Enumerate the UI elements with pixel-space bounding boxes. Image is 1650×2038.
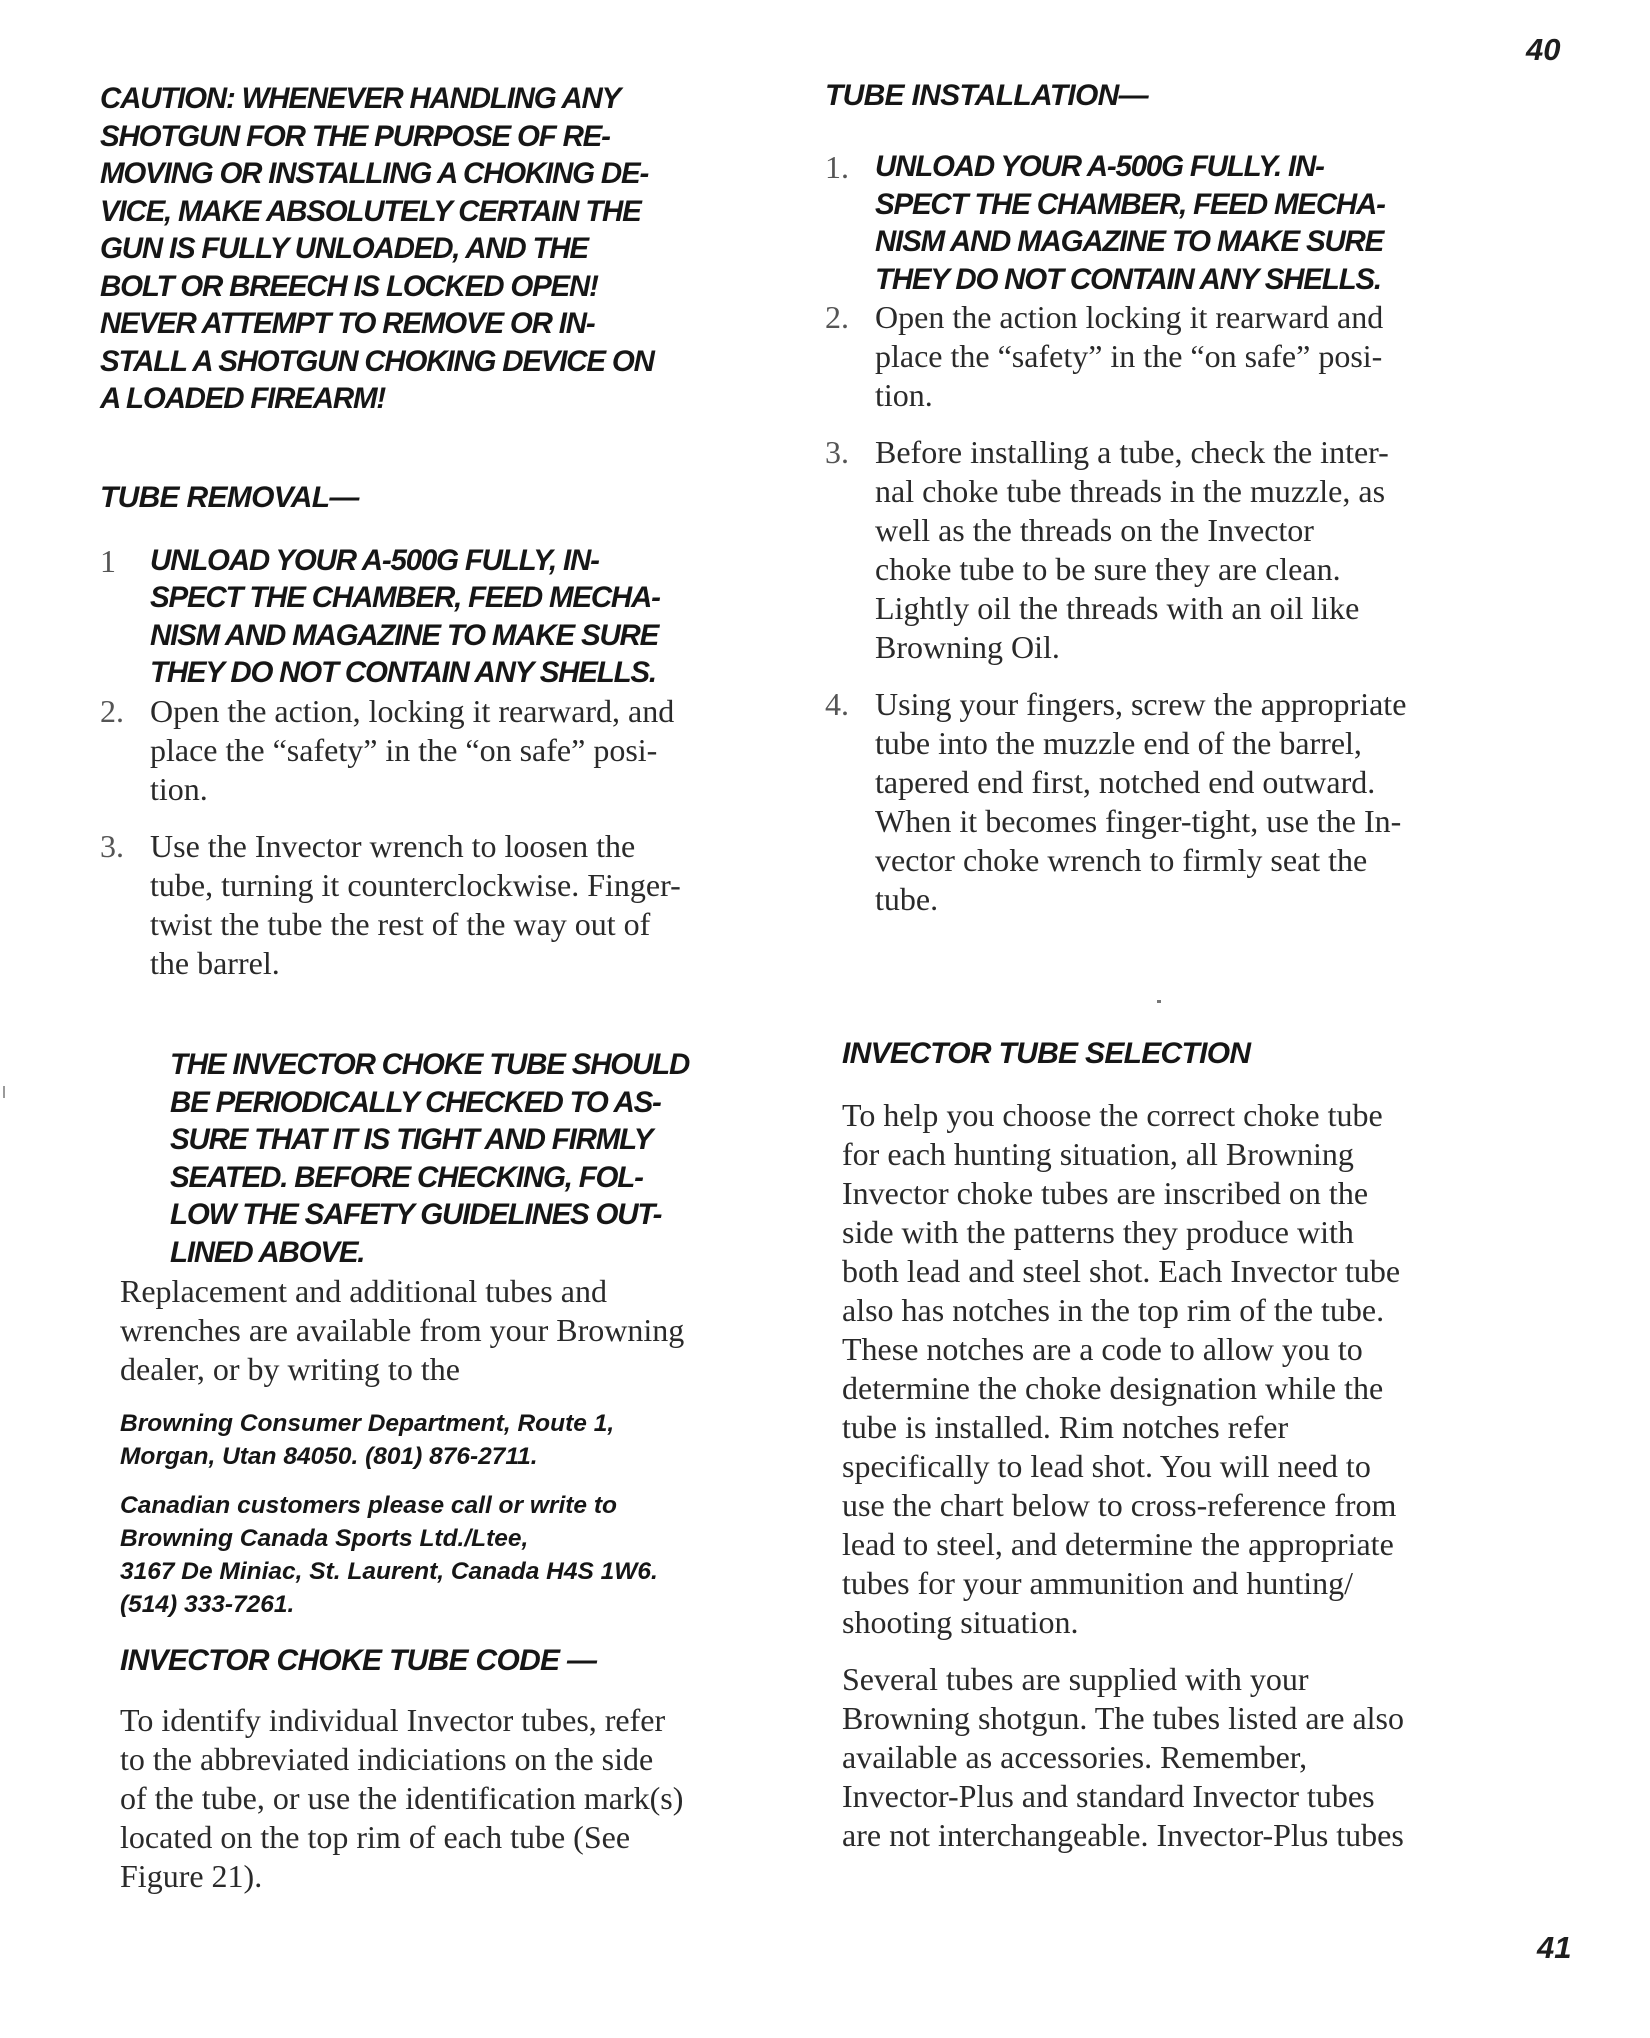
caution-line: STALL A SHOTGUN CHOKING DEVICE ON [100, 344, 654, 378]
paragraph-line: dealer, or by writing to the [120, 1351, 460, 1387]
paragraph-line: tubes for your ammunition and hunting/ [842, 1565, 1354, 1601]
installation-step-3 [825, 433, 1545, 667]
step-line: UNLOAD YOUR A-500G FULLY. IN- [875, 150, 1324, 183]
address-line: Canadian customers please call or write to [120, 1492, 617, 1519]
choke-tube-code-paragraph [120, 1701, 820, 1896]
caution-line: VICE, MAKE ABSOLUTELY CERTAIN THE [100, 194, 641, 228]
tubes-supplied-paragraph [842, 1660, 1562, 1855]
paragraph-line: specifically to lead shot. You will need to [842, 1448, 1371, 1484]
paragraph-line: of the tube, or use the identification mark(s) [120, 1780, 684, 1816]
installation-step-4 [825, 685, 1545, 919]
paragraph-line: side with the patterns they produce with [842, 1214, 1354, 1250]
page-number-bottom: 41 [1537, 1930, 1572, 1965]
replacement-paragraph [120, 1272, 820, 1389]
step-number: 1. [825, 149, 849, 185]
step-line: place the “safety” in the “on safe” posi- [150, 731, 658, 768]
paragraph-line: These notches are a code to allow you to [842, 1331, 1363, 1367]
step-line: THEY DO NOT CONTAIN ANY SHELLS. [150, 656, 656, 689]
step-line: tion. [875, 377, 933, 413]
scan-mark [3, 1086, 5, 1098]
page-number-top: 40 [1526, 32, 1561, 67]
installation-step-2 [825, 298, 1545, 415]
step-line: twist the tube the rest of the way out of [150, 905, 651, 942]
step-line: nal choke tube threads in the muzzle, as [875, 473, 1386, 509]
step-line: SPECT THE CHAMBER, FEED MECHA- [875, 187, 1385, 221]
step-line: well as the threads on the Invector [875, 512, 1314, 548]
notice-line: SEATED. BEFORE CHECKING, FOL- [170, 1160, 643, 1194]
removal-step-2 [100, 692, 800, 809]
notice-block [170, 1046, 810, 1271]
upper-right-column [825, 78, 1545, 919]
notice-line: BE PERIODICALLY CHECKED TO AS- [170, 1085, 661, 1119]
step-number: 1 [100, 542, 116, 579]
installation-step-1 [825, 148, 1545, 298]
step-number: 3. [100, 827, 124, 864]
notice-line: LOW THE SAFETY GUIDELINES OUT- [170, 1198, 662, 1231]
caution-line: SHOTGUN FOR THE PURPOSE OF RE- [100, 119, 610, 153]
step-line: tapered end first, notched end outward. [875, 764, 1376, 800]
step-line: NISM AND MAGAZINE TO MAKE SURE [150, 618, 659, 652]
lower-left-column [120, 1272, 820, 1896]
step-line: choke tube to be sure they are clean. [875, 551, 1341, 587]
paragraph-line: available as accessories. Remember, [842, 1739, 1308, 1775]
address-line: (514) 333-7261. [120, 1591, 295, 1618]
step-line: tube into the muzzle end of the barrel, [875, 725, 1362, 761]
paragraph-line: wrenches are available from your Browning [120, 1312, 685, 1348]
caution-line: CAUTION: WHENEVER HANDLING ANY [100, 82, 621, 115]
removal-step-1 [100, 542, 800, 692]
address-line: Browning Consumer Department, Route 1, [120, 1410, 615, 1437]
paragraph-line: Figure 21). [120, 1858, 263, 1894]
paragraph-line: To help you choose the correct choke tube [842, 1097, 1383, 1133]
us-address [120, 1407, 820, 1473]
step-number: 2. [825, 299, 849, 335]
canada-address [120, 1489, 820, 1621]
address-line: Browning Canada Sports Ltd./Ltee, [120, 1525, 529, 1552]
step-number: 4. [825, 686, 849, 722]
step-line: the barrel. [150, 944, 280, 981]
step-line: tion. [150, 770, 208, 807]
paragraph-line: shooting situation. [842, 1604, 1079, 1640]
tube-installation-steps [825, 148, 1545, 919]
caution-line: GUN IS FULLY UNLOADED, AND THE [100, 232, 588, 265]
caution-line: MOVING OR INSTALLING A CHOKING DE- [100, 157, 649, 190]
paragraph-line: tube is installed. Rim notches refer [842, 1409, 1289, 1445]
step-line: tube. [875, 881, 939, 917]
paragraph-line: are not interchangeable. Invector-Plus tubes [842, 1817, 1404, 1853]
paragraph-line: use the chart below to cross-reference from [842, 1487, 1397, 1523]
tube-installation-heading: TUBE INSTALLATION— [825, 79, 1148, 112]
step-line: place the “safety” in the “on safe” posi- [875, 338, 1383, 374]
paragraph-line: to the abbreviated indiciations on the side [120, 1741, 654, 1777]
paragraph-line: Several tubes are supplied with your [842, 1661, 1309, 1697]
step-line: tube, turning it counterclockwise. Finger- [150, 866, 681, 903]
step-line: When it becomes finger-tight, use the In- [875, 803, 1402, 839]
step-number: 2. [100, 692, 124, 729]
step-line: Open the action locking it rearward and [875, 299, 1384, 335]
step-line: Browning Oil. [875, 629, 1060, 665]
address-line: 3167 De Miniac, St. Laurent, Canada H4S 1W6. [120, 1558, 658, 1585]
tube-selection-paragraph [842, 1096, 1562, 1642]
lower-right-column [842, 1036, 1562, 1855]
step-line: Use the Invector wrench to loosen the [150, 827, 636, 864]
caution-line: BOLT OR BREECH IS LOCKED OPEN! [100, 269, 598, 303]
notice-line: SURE THAT IT IS TIGHT AND FIRMLY [170, 1123, 653, 1156]
paragraph-line: Invector-Plus and standard Invector tubes [842, 1778, 1375, 1814]
notice-line: LINED ABOVE. [170, 1235, 365, 1269]
step-line: THEY DO NOT CONTAIN ANY SHELLS. [875, 262, 1381, 296]
caution-line: A LOADED FIREARM! [100, 382, 385, 415]
tube-removal-steps [100, 542, 800, 983]
paragraph-line: Replacement and additional tubes and [120, 1273, 607, 1309]
step-number: 3. [825, 434, 849, 470]
paragraph-line: Browning shotgun. The tubes listed are also [842, 1700, 1404, 1736]
tube-removal-heading: TUBE REMOVAL— [100, 480, 359, 514]
paragraph-line: Invector choke tubes are inscribed on the [842, 1175, 1369, 1211]
notice-line: THE INVECTOR CHOKE TUBE SHOULD [170, 1048, 690, 1081]
step-line: SPECT THE CHAMBER, FEED MECHA- [150, 581, 660, 614]
step-line: vector choke wrench to firmly seat the [875, 842, 1368, 878]
step-line: Lightly oil the threads with an oil like [875, 590, 1360, 626]
paragraph-line: both lead and steel shot. Each Invector tube [842, 1253, 1401, 1289]
tube-selection-heading: INVECTOR TUBE SELECTION [842, 1037, 1251, 1070]
removal-step-3 [100, 827, 800, 983]
step-line: Open the action, locking it rearward, and [150, 692, 675, 729]
paragraph-line: located on the top rim of each tube (See [120, 1819, 631, 1855]
choke-tube-code-heading: INVECTOR CHOKE TUBE CODE — [120, 1644, 597, 1677]
step-line: Before installing a tube, check the inter- [875, 434, 1389, 470]
paragraph-line: for each hunting situation, all Browning [842, 1136, 1354, 1172]
step-line: UNLOAD YOUR A-500G FULLY, IN- [150, 543, 599, 577]
paragraph-line: also has notches in the top rim of the tube. [842, 1292, 1385, 1328]
scan-speck [1157, 1000, 1161, 1003]
paragraph-line: determine the choke designation while the [842, 1370, 1384, 1406]
caution-line: NEVER ATTEMPT TO REMOVE OR IN- [100, 307, 595, 340]
address-line: Morgan, Utan 84050. (801) 876-2711. [120, 1443, 538, 1470]
step-line: Using your fingers, screw the appropriate [875, 686, 1407, 722]
caution-block [100, 80, 800, 418]
upper-left-column [100, 80, 800, 983]
paragraph-line: lead to steel, and determine the appropriate [842, 1526, 1394, 1562]
paragraph-line: To identify individual Invector tubes, refer [120, 1702, 666, 1738]
step-line: NISM AND MAGAZINE TO MAKE SURE [875, 225, 1384, 258]
